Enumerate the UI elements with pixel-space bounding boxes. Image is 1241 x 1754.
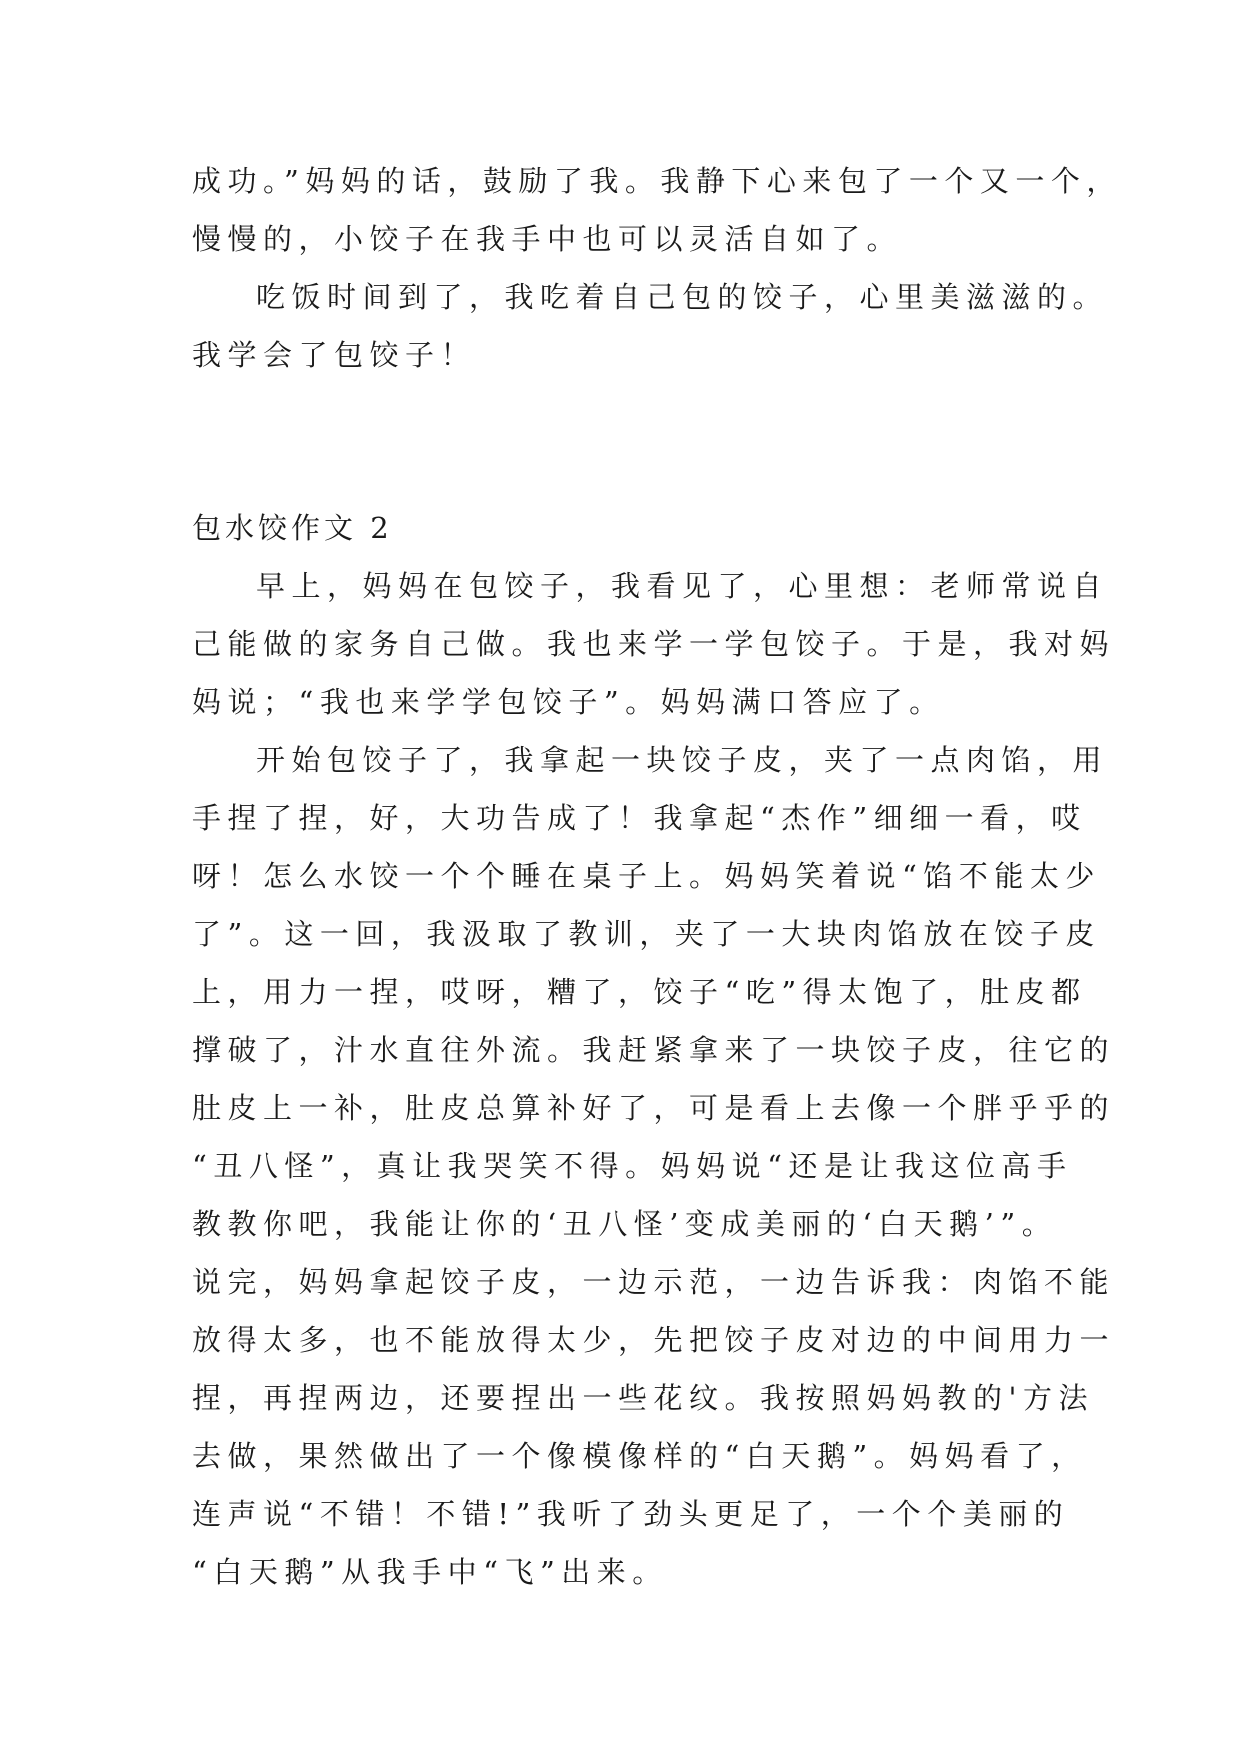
paragraph-line: 上，用力一捏，哎呀，糟了，饺子“吃”得太饱了，肚皮都	[192, 975, 1087, 1009]
paragraph-line: 呀！怎么水饺一个个睡在桌子上。妈妈笑着说“馅不能太少	[192, 859, 1101, 893]
paragraph-line: 放得太多，也不能放得太少，先把饺子皮对边的中间用力一	[192, 1323, 1116, 1357]
section-gap	[192, 384, 1072, 499]
paragraph-line: 捏，再捏两边，还要捏出一些花纹。我按照妈妈教的'方法	[192, 1381, 1094, 1415]
paragraph-line: “丑八怪”，真让我哭笑不得。妈妈说“还是让我这位高手	[192, 1149, 1073, 1183]
paragraph-line: 教教你吧，我能让你的‘丑八怪’变成美丽的‘白天鹅’”。	[192, 1207, 1058, 1241]
document-page	[192, 152, 1122, 1601]
paragraph-line: 慢慢的，小饺子在我手中也可以灵活自如了。	[192, 222, 903, 256]
paragraph-line: 妈说；“我也来学学包饺子”。妈妈满口答应了。	[192, 685, 945, 719]
paragraph-line: 去做，果然做出了一个像模像样的“白天鹅”。妈妈看了，	[192, 1439, 1087, 1473]
paragraph-line: 说完，妈妈拿起饺子皮，一边示范，一边告诉我：肉馅不能	[192, 1265, 1116, 1299]
paragraph-line: 成功。”妈妈的话，鼓励了我。我静下心来包了一个又一个，	[192, 164, 1122, 198]
paragraph-line: 手捏了捏，好，大功告成了！我拿起“杰作”细细一看，哎	[192, 801, 1087, 835]
paragraph-line: 早上，妈妈在包饺子，我看见了，心里想：老师常说自	[256, 569, 1109, 603]
paragraph-line: 肚皮上一补，肚皮总算补好了，可是看上去像一个胖乎乎的	[192, 1091, 1116, 1125]
paragraph-line: 了”。这一回，我汲取了教训，夹了一大块肉馅放在饺子皮	[192, 917, 1101, 951]
essay-title: 包水饺作文 2	[192, 511, 393, 545]
paragraph-line: 吃饭时间到了，我吃着自己包的饺子，心里美滋滋的。	[256, 280, 1109, 314]
paragraph-line: 连声说“不错！不错!”我听了劲头更足了，一个个美丽的	[192, 1497, 1070, 1531]
paragraph-line: 开始包饺子了，我拿起一块饺子皮，夹了一点肉馅，用	[256, 743, 1109, 777]
paragraph-line: 己能做的家务自己做。我也来学一学包饺子。于是，我对妈	[192, 627, 1116, 661]
paragraph-line: “白天鹅”从我手中“飞”出来。	[192, 1555, 668, 1589]
paragraph-line: 撑破了，汁水直往外流。我赶紧拿来了一块饺子皮，往它的	[192, 1033, 1116, 1067]
paragraph-line: 我学会了包饺子！	[192, 338, 477, 372]
